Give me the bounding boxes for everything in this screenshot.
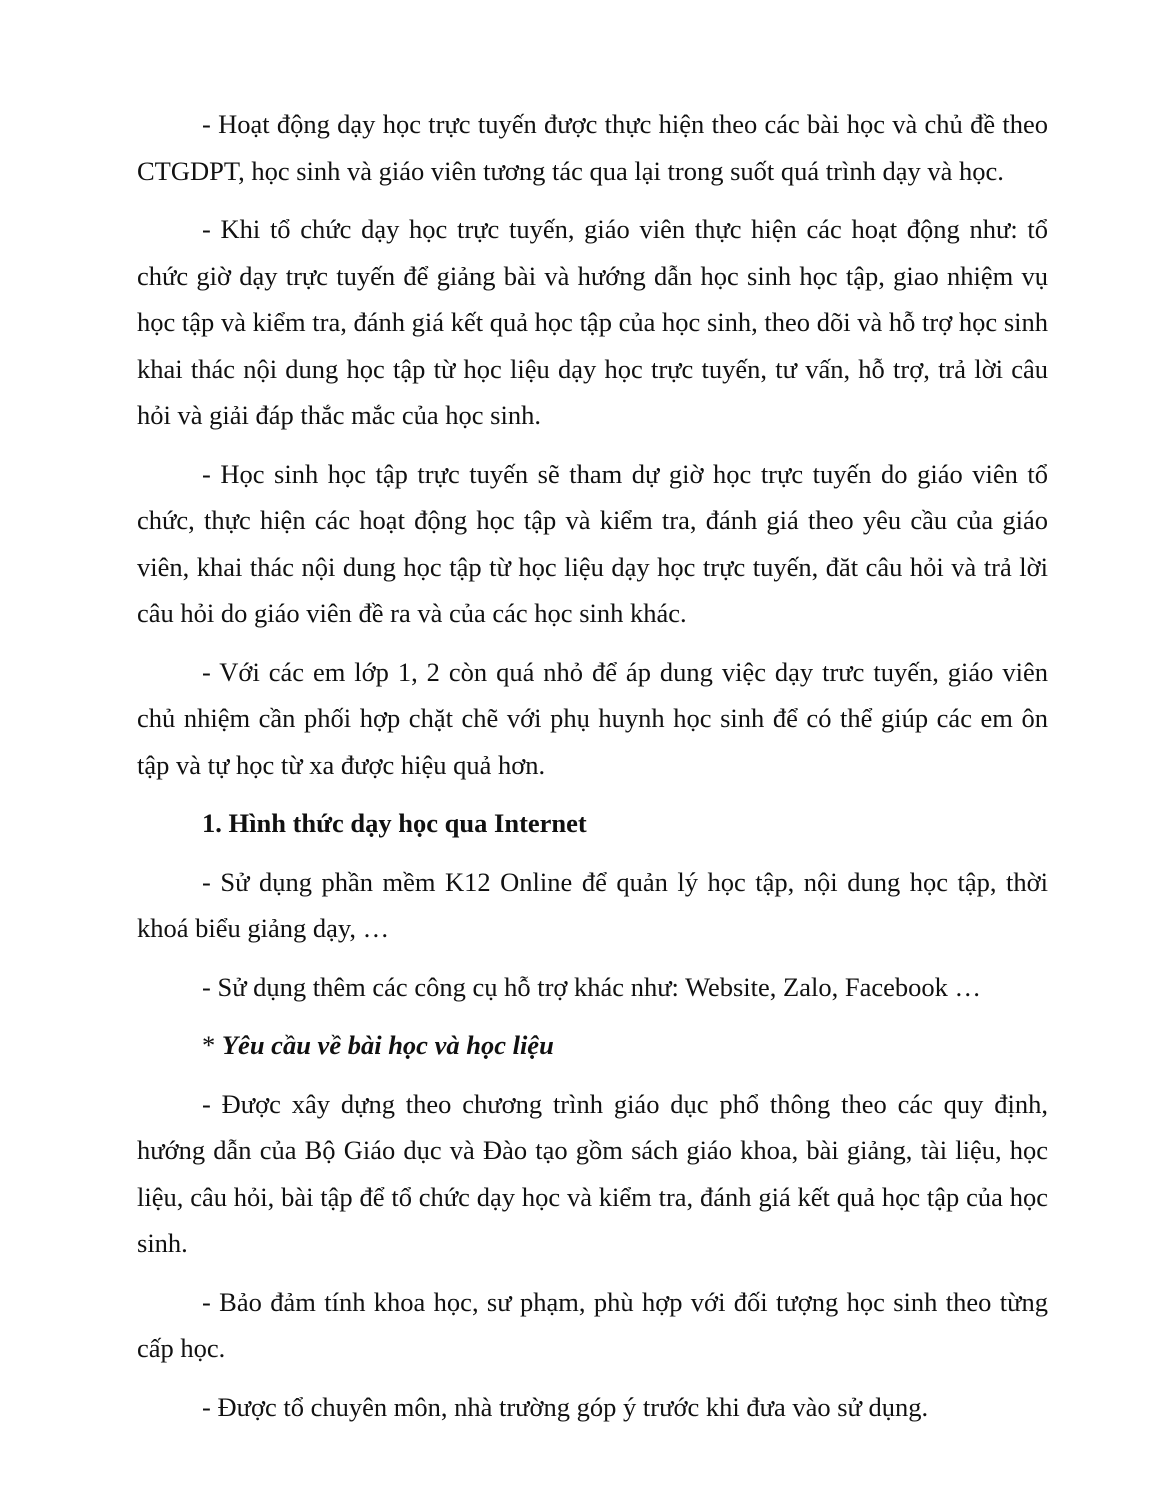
document-body (137, 101, 1048, 1442)
requirements-marker: * (202, 1030, 222, 1060)
paragraph-student-activities: - Học sinh học tập trực tuyến sẽ tham dự giờ học trực tuyến do giáo viên tổ chức, thực hiện các hoạt động học tập và kiểm tra, đánh giá theo yêu cầu của giáo viên, khai thác nội dung học tập từ học liệu dạy học trực tuyến, đăt câu hỏi và trả lời câu hỏi do giáo viên đề ra và của các học sinh khác. (137, 458, 1048, 628)
paragraph-other-tools: - Sử dụng thêm các công cụ hỗ trợ khác như: Website, Zalo, Facebook … (202, 971, 981, 1002)
paragraph-teacher-activities: - Khi tổ chức dạy học trực tuyến, giáo viên thực hiện các hoạt động như: tổ chức giờ dạy trực tuyến để giảng bài và hướng dẫn học sinh học tập, giao nhiệm vụ học tập và kiểm tra, đánh giá kết quả học tập của học sinh, theo dõi và hỗ trợ học sinh khai thác nội dung học tập từ học liệu dạy học trực tuyến, tư vấn, hỗ trợ, trả lời câu hỏi và giải đáp thắc mắc của học sinh. (137, 214, 1048, 430)
paragraph-scientific-pedagogical: - Bảo đảm tính khoa học, sư phạm, phù hợp với đối tượng học sinh theo từng cấp học. (137, 1286, 1048, 1363)
requirements-heading-text: Yêu cầu về bài học và học liệu (221, 1030, 554, 1060)
paragraph-online-teaching-activities: - Hoạt động dạy học trực tuyến được thực hiện theo các bài học và chủ đề theo CTGDPT, học sinh và giáo viên tương tác qua lại trong suốt quá trình dạy và học. (137, 109, 1048, 186)
paragraph-curriculum-based: - Được xây dựng theo chương trình giáo dục phổ thông theo các quy định, hướng dẫn của Bộ Giáo dục và Đào tạo gồm sách giáo khoa, bài giảng, tài liệu, học liệu, câu hỏi, bài tập để tổ chức dạy học và kiểm tra, đánh giá kết quả học tập của học sinh. (137, 1088, 1048, 1258)
paragraph-k12-online: - Sử dụng phần mềm K12 Online để quản lý học tập, nội dung học tập, thời khoá biểu giảng dạy, … (137, 866, 1048, 943)
paragraph-grade-1-2: - Với các em lớp 1, 2 còn quá nhỏ để áp dung việc dạy trưc tuyến, giáo viên chủ nhiệm cần phối hợp chặt chẽ với phụ huynh học sinh để có thể giúp các em ôn tập và tự học từ xa được hiệu quả hơn. (137, 656, 1048, 780)
paragraph-review-before-use: - Được tổ chuyên môn, nhà trường góp ý trước khi đưa vào sử dụng. (202, 1391, 929, 1422)
requirements-heading (137, 1022, 1048, 1069)
section-heading: 1. Hình thức dạy học qua Internet (202, 808, 587, 838)
